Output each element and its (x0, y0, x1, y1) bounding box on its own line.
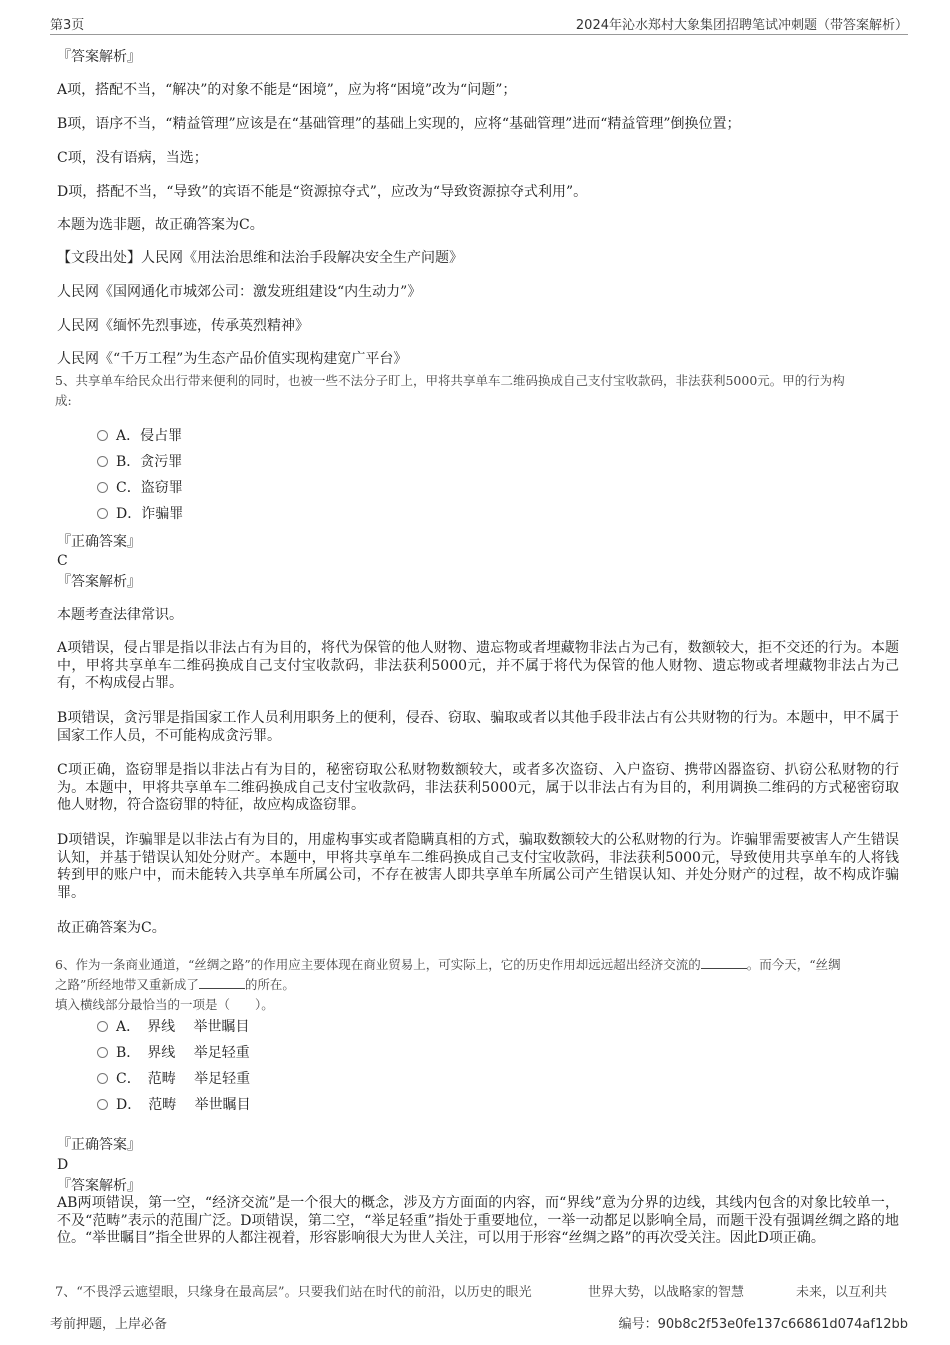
q7-stem-part3: 未来，以互利共 (796, 1285, 888, 1300)
q4-analysis-c: C项，没有语病，当选； (57, 150, 208, 166)
q5-analysis-title: 『答案解析』 (57, 574, 141, 590)
radio-icon[interactable] (97, 508, 108, 519)
q6-option-a[interactable]: A． 界线 举世瞩目 (97, 1017, 250, 1037)
radio-icon[interactable] (97, 1021, 108, 1032)
q6-option-b[interactable]: B． 界线 举足轻重 (97, 1043, 250, 1063)
radio-icon[interactable] (97, 482, 108, 493)
q6-prompt: 填入横线部分最恰当的一项是（ ）。 (55, 997, 274, 1012)
q5-stem-line2: 成: (55, 393, 72, 408)
q5-conclusion: 故正确答案为C。 (57, 920, 166, 936)
q5-option-b[interactable]: B．贪污罪 (97, 452, 182, 472)
q5-analysis-a: A项错误，侵占罪是指以非法占有为目的，将代为保管的他人财物、遗忘物或者埋藏物非法占为己有，数额较大，拒不交还的行为。本题中，甲将共享单车二维码换成自己支付宝收款码，非法获利5000元，并不属于将代为保管的他人财物、遗忘物或者埋藏物非法占为己有，不构成侵占罪。 (57, 640, 899, 691)
q4-conclusion: 本题为选非题，故正确答案为C。 (57, 217, 264, 233)
q5-option-d[interactable]: D．诈骗罪 (97, 504, 183, 524)
q6-answer: D (57, 1157, 69, 1173)
q6-option-d[interactable]: D． 范畴 举世瞩目 (97, 1095, 251, 1115)
q4-source-4: 人民网《“千万工程”为生态产品价值实现构建宽广平台》 (57, 351, 408, 367)
page-number: 第3页 (50, 18, 85, 33)
q4-analysis-a: A项，搭配不当，“解决”的对象不能是“困境”，应为将“困境”改为“问题”； (57, 82, 517, 98)
radio-icon[interactable] (97, 430, 108, 441)
radio-icon[interactable] (97, 1047, 108, 1058)
q6-analysis-title: 『答案解析』 (57, 1178, 141, 1194)
page-footer (50, 1313, 908, 1333)
document-code: 编号：90b8c2f53e0fe137c66861d074af12bb (618, 1317, 908, 1332)
q5-option-c[interactable]: C．盗窃罪 (97, 478, 183, 498)
footer-slogan: 考前押题，上岸必备 (50, 1317, 168, 1332)
q5-analysis-b: B项错误，贪污罪是指国家工作人员利用职务上的便利，侵吞、窃取、骗取或者以其他手段非法占有公共财物的行为。本题中，甲不属于国家工作人员，不可能构成贪污罪。 (57, 710, 899, 744)
q6-stem-line2: 之路”所经地带又重新成了 的所在。 (55, 977, 295, 992)
radio-icon[interactable] (97, 1099, 108, 1110)
q5-option-a[interactable]: A．侵占罪 (97, 426, 182, 446)
q7-stem-part1: 7、“不畏浮云遮望眼，只缘身在最高层”。只要我们站在时代的前沿，以历史的眼光 (55, 1285, 532, 1300)
q4-analysis-b: B项，语序不当，“精益管理”应该是在“基础管理”的基础上实现的，应将“基础管理”进而“精益管理”倒换位置； (57, 116, 741, 132)
q7-stem-part2: 世界大势，以战略家的智慧 (588, 1285, 745, 1300)
fill-blank-2 (199, 976, 245, 989)
q5-analysis-intro: 本题考查法律常识。 (57, 607, 183, 623)
q4-analysis-d: D项，搭配不当，“导致”的宾语不能是“资源掠夺式”，应改为“导致资源掠夺式利用”。 (57, 184, 588, 200)
q6-analysis: AB两项错误，第一空，“经济交流”是一个很大的概念，涉及方方面面的内容，而“界线”意为分界的边线，其线内包含的对象比较单一，不及“范畴”表示的范围广泛。D项错误，第二空，“举足轻重”指处于重要地位，一举一动都足以影响全局，而题干没有强调丝绸之路的地位。“举世瞩目”指全世界的人都注视着，形容影响很大为世人关注，可以用于形容“丝绸之路”的再次受关注。因此D项正确。 (57, 1195, 899, 1246)
radio-icon[interactable] (97, 456, 108, 467)
q6-option-c[interactable]: C． 范畴 举足轻重 (97, 1069, 250, 1089)
q6-answer-title: 『正确答案』 (57, 1137, 141, 1153)
fill-blank-1 (701, 956, 747, 969)
q5-analysis-c: C项正确，盗窃罪是指以非法占有为目的，秘密窃取公私财物数额较大，或者多次盗窃、入户盗窃、携带凶器盗窃、扒窃公私财物的行为。本题中，甲将共享单车二维码换成自己支付宝收款码，非法获利5000元，属于以非法占有为目的，利用调换二维码的方式秘密窃取他人财物，符合盗窃罪的特征，故应构成盗窃罪。 (57, 762, 899, 813)
q4-analysis-title: 『答案解析』 (57, 49, 141, 65)
q6-stem-line1: 6、作为一条商业通道，“丝绸之路”的作用应主要体现在商业贸易上，可实际上，它的历史作用却远远超出经济交流的 。而今天，“丝绸 (55, 957, 841, 972)
q5-answer-title: 『正确答案』 (57, 534, 141, 550)
q5-answer: C (57, 553, 68, 569)
q4-source-2: 人民网《国网通化市城郊公司：激发班组建设“内生动力”》 (57, 284, 422, 300)
q5-analysis-d: D项错误，诈骗罪是以非法占有为目的，用虚构事实或者隐瞒真相的方式，骗取数额较大的公私财物的行为。诈骗罪需要被害人产生错误认知，并基于错误认知处分财产。本题中，甲将共享单车二维码换成自己支付宝收款码，非法获利5000元，导致使用共享单车的人将钱转到甲的账户中，而未能转入共享单车所属公司，不存在被害人即共享单车所属公司产生错误认知、并处分财产的过程，故不构成诈骗罪。 (57, 832, 899, 901)
page-header (50, 12, 908, 35)
q4-source-1: 【文段出处】人民网《用法治思维和法治手段解决安全生产问题》 (57, 250, 463, 266)
radio-icon[interactable] (97, 1073, 108, 1084)
q4-source-3: 人民网《缅怀先烈事迹，传承英烈精神》 (57, 318, 309, 334)
document-title: 2024年沁水郑村大象集团招聘笔试冲刺题（带答案解析） (575, 18, 908, 33)
q5-stem-line1: 5、共享单车给民众出行带来便利的同时，也被一些不法分子盯上，甲将共享单车二维码换成自己支付宝收款码，非法获利5000元。甲的行为构 (55, 373, 845, 388)
